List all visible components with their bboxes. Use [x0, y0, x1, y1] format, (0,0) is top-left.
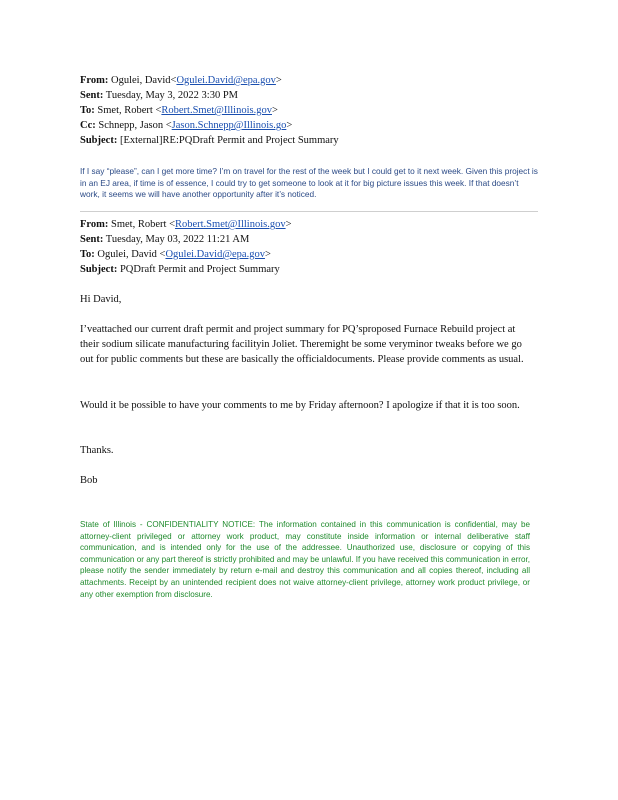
reply-cc-row: Cc: Schnepp, Jason <Jason.Schnepp@Illinois.go>	[80, 120, 293, 131]
signature: Bob	[80, 475, 98, 486]
sent-value: Tuesday, May 03, 2022 11:21 AM	[105, 234, 250, 245]
cc-email-link[interactable]: Jason.Schnepp@Illinois.go	[171, 120, 287, 131]
reply-header	[80, 74, 339, 149]
to-name: Smet, Robert	[97, 105, 153, 116]
original-to-row: To: Ogulei, David <Ogulei.David@epa.gov>	[80, 249, 271, 260]
subject-value: PQDraft Permit and Project Summary	[119, 264, 280, 275]
to-name: Ogulei, David	[97, 249, 157, 260]
sent-label: Sent:	[80, 234, 104, 245]
greeting: Hi David,	[80, 294, 122, 305]
original-sent-row	[80, 233, 292, 248]
reply-from-row: From: Ogulei, David<Ogulei.David@epa.gov>	[80, 75, 282, 86]
cc-label: Cc:	[80, 120, 96, 131]
body-paragraph-2: Would it be possible to have your comments to me by Friday afternoon? I apologize if that it is too soon.	[80, 400, 520, 411]
sent-label: Sent:	[80, 90, 104, 101]
reply-body: If I say “please”, can I get more time? I’m on travel for the rest of the week but I could get to it next week. Given this project is in an EJ area, if time is of essence, I could try to get someone to look at it for big picture issues this week. If that doesn’t work, it seems we will have another opportunity after it’s noticed.	[80, 166, 538, 199]
subject-label: Subject:	[80, 135, 118, 146]
from-email-link[interactable]: Robert.Smet@Illinois.gov	[174, 219, 286, 230]
message-divider	[80, 211, 538, 212]
to-email-link[interactable]: Ogulei.David@epa.gov	[165, 249, 265, 260]
subject-label: Subject:	[80, 264, 118, 275]
to-email-link[interactable]: Robert.Smet@Illinois.gov	[161, 105, 272, 116]
from-email-link[interactable]: Ogulei.David@epa.gov	[176, 75, 276, 86]
original-header	[80, 218, 292, 278]
reply-subject-row	[80, 134, 339, 149]
original-subject-row	[80, 263, 292, 278]
body-paragraph-1: I’veattached our current draft permit and project summary for PQ’sproposed Furnace Rebuild project at their sodium silicate manufacturing facilityin Joliet. Theremight be some veryminor tweaks before we go out for public comments but these are basically the officialdocuments. Please provide comments as usual.	[80, 324, 524, 365]
subject-value: [External]RE:PQDraft Permit and Project Summary	[119, 135, 339, 146]
original-from-row: From: Smet, Robert <Robert.Smet@Illinois.gov>	[80, 219, 292, 230]
closing-thanks: Thanks.	[80, 445, 114, 456]
from-label: From:	[80, 219, 109, 230]
from-name: Ogulei, David	[111, 75, 171, 86]
to-label: To:	[80, 249, 95, 260]
to-label: To:	[80, 105, 95, 116]
confidentiality-notice: State of Illinois - CONFIDENTIALITY NOTICE: The information contained in this communication is confidential, may be attorney-client privileged or attorney work product, may constitute inside information or internal deliberative staff communication, and is intended only for the use of the addressee. Unauthorized use, disclosure or copying of this communication or any part thereof is strictly prohibited and may be unlawful. If you have received this communication in error, please notify the sender immediately by return e-mail and destroy this communication and all copies thereof, including all attachments. Receipt by an unintended recipient does not waive attorney-client privilege, attorney work product privilege, or any other exemption from disclosure.	[80, 520, 530, 599]
reply-to-row: To: Smet, Robert <Robert.Smet@Illinois.gov>	[80, 105, 278, 116]
from-label: From:	[80, 75, 109, 86]
cc-name: Schnepp, Jason	[98, 120, 164, 131]
from-name: Smet, Robert	[111, 219, 167, 230]
sent-value: Tuesday, May 3, 2022 3:30 PM	[105, 90, 239, 101]
reply-sent-row	[80, 89, 339, 104]
